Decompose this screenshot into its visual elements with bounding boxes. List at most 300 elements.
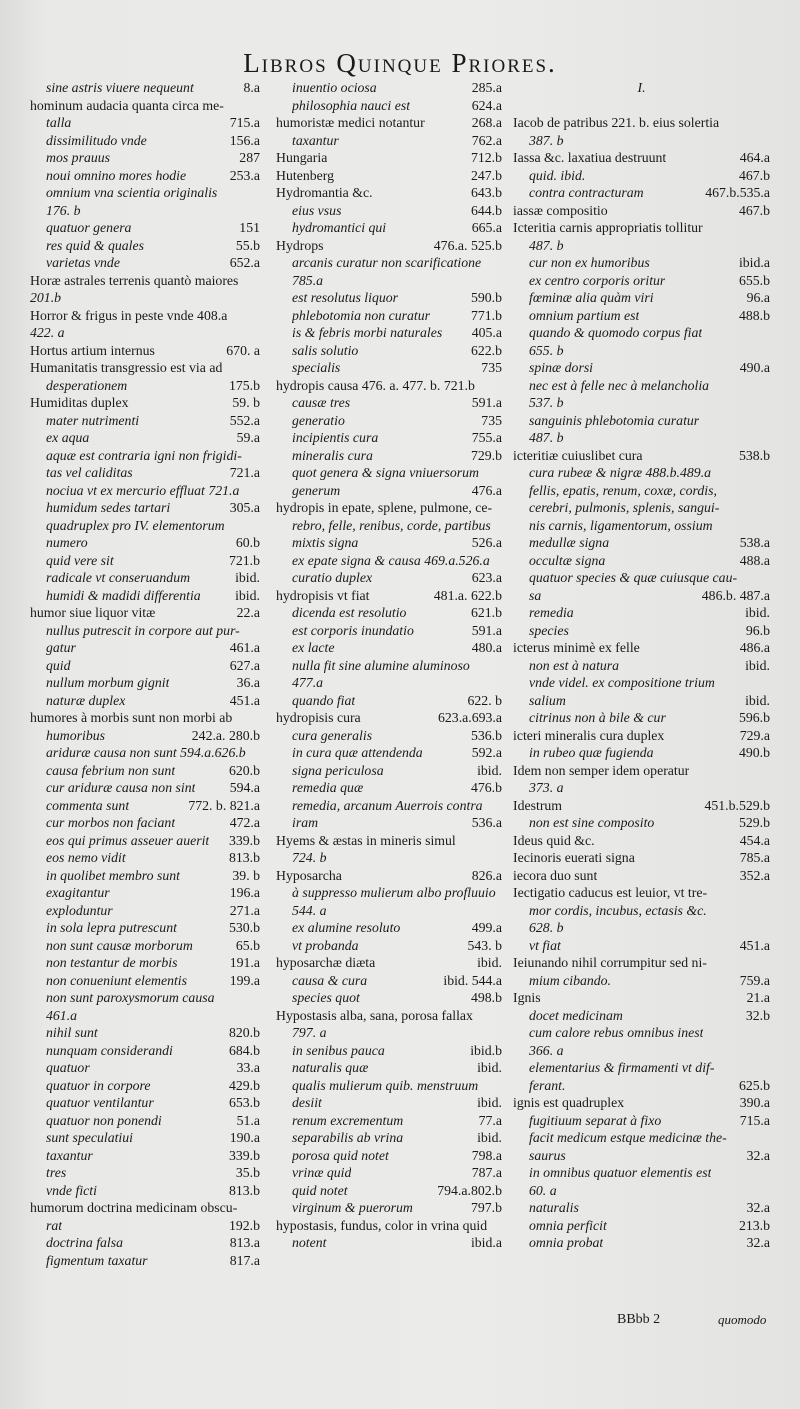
entry-text: quid	[46, 657, 71, 673]
page-reference: 552.a	[229, 412, 260, 428]
index-column-1	[30, 79, 260, 1269]
entry-text: Hungaria	[276, 150, 328, 165]
index-entry	[513, 167, 770, 185]
entry-text: quando & quomodo corpus fiat	[529, 325, 703, 340]
page-reference: ibid.	[235, 587, 260, 603]
index-entry	[513, 359, 770, 377]
page-reference: 591.a	[471, 622, 502, 638]
entry-text: quatuor species & quæ cuiusque cau-	[529, 570, 738, 585]
entry-text: sa	[529, 587, 542, 603]
entry-text: radicale vt conseruandum	[46, 570, 191, 585]
entry-text: 60. a	[529, 1182, 557, 1198]
page-reference: 480.a	[471, 640, 502, 655]
entry-text: facit medicum estque medicinæ the-	[529, 1130, 727, 1145]
entry-text: omnia probat	[529, 1235, 604, 1250]
entry-text: icteritiæ cuiuslibet cura	[513, 447, 643, 463]
page-reference: 530.b	[228, 920, 260, 935]
page-reference: 213.b	[738, 1217, 770, 1233]
index-entry	[30, 149, 260, 167]
entry-text: res quid & quales	[46, 237, 144, 253]
entry-text: humorum doctrina medicinam obscu-	[30, 1200, 238, 1215]
index-entry	[513, 517, 770, 535]
entry-text: 628. b	[529, 920, 564, 935]
entry-text: quatuor ventilantur	[46, 1095, 154, 1110]
index-entry	[513, 814, 770, 832]
index-entry	[30, 744, 260, 762]
index-entry	[30, 972, 260, 990]
entry-text: nis carnis, ligamentorum, ossium	[529, 517, 713, 533]
index-entry	[513, 1094, 770, 1112]
page-reference: 190.a	[229, 1130, 260, 1145]
index-entry	[513, 132, 770, 150]
page-reference: 476.b	[470, 780, 502, 795]
entry-text: nulla fit sine alumine aluminoso	[292, 657, 470, 673]
index-entry	[30, 622, 260, 640]
entry-text: vt fiat	[529, 937, 561, 953]
entry-text: taxantur	[292, 132, 339, 148]
index-entry	[276, 289, 502, 307]
page-reference: 488.a	[739, 552, 770, 568]
index-entry	[30, 482, 260, 500]
entry-text: humidum sedes tartari	[46, 500, 171, 515]
index-entry	[513, 727, 770, 745]
entry-text: 724. b	[292, 850, 327, 865]
index-entry	[276, 1147, 502, 1165]
index-entry	[513, 202, 770, 220]
page-reference: 625.b	[738, 1077, 770, 1093]
index-entry	[276, 412, 502, 430]
entry-text: philosophia nauci est	[292, 97, 411, 113]
entry-text: remedia	[529, 605, 574, 620]
index-entry	[30, 989, 260, 1007]
index-entry	[30, 324, 260, 342]
entry-text: varietas vnde	[46, 255, 120, 270]
entry-text: vrinæ quid	[292, 1165, 352, 1180]
entry-text: in quolibet membro sunt	[46, 867, 181, 883]
index-entry	[30, 254, 260, 272]
index-entry	[30, 447, 260, 465]
page-reference: 670. a	[226, 342, 260, 358]
page-reference: ibid.b	[470, 1042, 502, 1058]
index-entry	[513, 394, 770, 412]
index-entry	[513, 342, 770, 360]
index-entry	[276, 832, 502, 850]
page-reference: 32.a	[746, 1147, 770, 1163]
index-entry	[513, 639, 770, 657]
entry-text: Ieiunando nihil corrumpitur sed ni-	[513, 955, 707, 970]
entry-text: is & febris morbi naturales	[292, 325, 443, 340]
entry-text: Horæ astrales terrenis quantò maiores	[30, 272, 239, 288]
entry-text: hydropisis vt fiat	[276, 587, 370, 603]
page-reference: 526.a	[471, 535, 502, 550]
entry-text: desiit	[292, 1095, 322, 1110]
page-reference: 735	[481, 360, 502, 375]
entry-text: porosa quid notet	[292, 1147, 389, 1163]
index-entry	[30, 132, 260, 150]
index-entry	[30, 779, 260, 797]
entry-text: hydropisis cura	[276, 710, 361, 725]
index-entry	[30, 1252, 260, 1270]
page-reference: 488.b	[738, 307, 770, 323]
entry-text: I.	[637, 80, 646, 95]
entry-text: species quot	[292, 990, 360, 1005]
entry-text: medullæ signa	[529, 535, 610, 550]
entry-text: aquæ est contraria igni non frigidi-	[46, 447, 242, 463]
index-entry	[30, 342, 260, 360]
index-entry	[276, 79, 502, 97]
entry-text: 387. b	[529, 132, 564, 148]
index-entry	[30, 657, 260, 675]
entry-text: Iecinoris euerati signa	[513, 850, 635, 865]
index-entry	[30, 1077, 260, 1095]
entry-text: numero	[46, 535, 88, 550]
page-reference: 339.b	[228, 1147, 260, 1163]
page-reference: 721.a	[229, 465, 260, 480]
entry-text: inuentio ociosa	[292, 80, 377, 95]
page-reference: 684.b	[228, 1042, 260, 1058]
index-entry	[513, 237, 770, 255]
entry-text: tres	[46, 1165, 67, 1180]
index-entry	[276, 569, 502, 587]
index-entry	[513, 499, 770, 517]
page-reference: 771.b	[470, 307, 502, 323]
page-reference: ibid.a	[738, 255, 770, 270]
entry-text: fellis, epatis, renum, coxæ, cordis,	[529, 482, 717, 498]
index-entry	[30, 219, 260, 237]
index-entry	[276, 464, 502, 482]
page-reference: 590.b	[470, 290, 502, 305]
entry-text: desperationem	[46, 377, 128, 393]
page-reference: 820.b	[228, 1025, 260, 1040]
entry-text: iassæ compositio	[513, 202, 608, 218]
page-reference: 536.a	[471, 815, 502, 830]
page-reference: 643.b	[470, 185, 502, 200]
index-entry	[276, 937, 502, 955]
entry-text: sine astris viuere nequeunt	[46, 80, 194, 95]
index-entry	[30, 919, 260, 937]
entry-text: à suppresso mulierum albo profluuio	[292, 885, 496, 900]
entry-text: naturalis quæ	[292, 1060, 369, 1075]
page-reference: 592.a	[471, 745, 502, 760]
entry-text: ex centro corporis oritur	[529, 272, 666, 288]
index-entry	[276, 919, 502, 937]
index-entry	[513, 849, 770, 867]
index-entry	[30, 1094, 260, 1112]
index-entry	[30, 499, 260, 517]
page-reference: ibid.	[477, 762, 502, 778]
page-reference: 623.a.693.a	[438, 710, 502, 725]
index-entry	[30, 604, 260, 622]
page-reference: ibid. 544.a	[443, 972, 502, 988]
entry-text: cum calore rebus omnibus inest	[529, 1025, 704, 1040]
entry-text: nunquam considerandi	[46, 1042, 173, 1058]
entry-text: sunt speculatiui	[46, 1130, 133, 1145]
index-entry	[30, 1042, 260, 1060]
index-entry	[276, 97, 502, 115]
index-entry	[30, 814, 260, 832]
index-entry	[276, 1129, 502, 1147]
page-reference: 65.b	[235, 937, 260, 953]
index-entry	[30, 1007, 260, 1025]
index-entry	[513, 97, 770, 115]
index-entry	[513, 937, 770, 955]
entry-text: non est à natura	[529, 657, 620, 673]
index-entry	[30, 1112, 260, 1130]
entry-text: fœminæ alia quàm viri	[529, 290, 654, 305]
entry-text: cerebri, pulmonis, splenis, sangui-	[529, 500, 720, 515]
index-entry	[513, 1112, 770, 1130]
index-entry	[30, 1199, 260, 1217]
entry-text: notent	[292, 1235, 327, 1250]
entry-text: species	[529, 622, 569, 638]
page-reference: 653.b	[228, 1095, 260, 1110]
index-entry	[276, 709, 502, 727]
index-entry	[276, 377, 502, 395]
page-reference: 476.a	[471, 482, 502, 498]
entry-text: ferant.	[529, 1077, 566, 1093]
entry-text: mater nutrimenti	[46, 412, 140, 428]
page-reference: 32.b	[745, 1007, 770, 1023]
entry-text: remedia quæ	[292, 780, 364, 795]
entry-text: exagitantur	[46, 885, 110, 900]
index-entry	[30, 832, 260, 850]
index-entry	[276, 429, 502, 447]
page-reference: 55.b	[235, 237, 260, 253]
page-reference: 51.a	[236, 1112, 260, 1128]
page-reference: 461.a	[229, 640, 260, 655]
page-reference: 652.a	[229, 255, 260, 270]
entry-text: omnia perficit	[529, 1217, 607, 1233]
index-entry	[30, 884, 260, 902]
entry-text: ex alumine resoluto	[292, 920, 401, 935]
index-entry	[513, 744, 770, 762]
entry-text: icterus minimè ex felle	[513, 640, 640, 655]
index-entry	[276, 499, 502, 517]
index-entry	[30, 639, 260, 657]
page-reference: 405.a	[471, 325, 502, 340]
index-entry	[513, 1147, 770, 1165]
index-entry	[276, 604, 502, 622]
entry-text: quid. ibid.	[529, 167, 586, 183]
entry-text: Hypostasis alba, sana, porosa fallax	[276, 1007, 473, 1023]
entry-text: Iacob de patribus 221. b. eius solertia	[513, 115, 720, 130]
entry-text: causæ tres	[292, 395, 351, 410]
entry-text: spinæ dorsi	[529, 360, 594, 375]
page-reference: 451.a	[739, 937, 770, 953]
index-entry	[30, 167, 260, 185]
page-reference: 486.a	[739, 640, 770, 655]
page-reference: 813.b	[228, 850, 260, 865]
index-entry	[276, 849, 502, 867]
index-entry	[513, 184, 770, 202]
entry-text: non est sine composito	[529, 815, 655, 830]
entry-text: humores à morbis sunt non morbi ab	[30, 710, 233, 725]
entry-text: renum excrementum	[292, 1112, 404, 1128]
index-entry	[513, 1024, 770, 1042]
index-entry	[513, 709, 770, 727]
index-entry	[513, 1129, 770, 1147]
index-entry	[513, 1199, 770, 1217]
entry-text: incipientis cura	[292, 430, 379, 445]
index-entry	[513, 832, 770, 850]
entry-text: cura generalis	[292, 727, 373, 743]
index-entry	[276, 132, 502, 150]
index-entry	[30, 954, 260, 972]
entry-text: naturalis	[529, 1200, 579, 1215]
index-entry	[276, 1007, 502, 1025]
index-entry	[30, 1234, 260, 1252]
page-reference: 33.a	[236, 1060, 260, 1075]
entry-text: Humiditas duplex	[30, 395, 129, 410]
index-entry	[513, 867, 770, 885]
index-entry	[30, 849, 260, 867]
entry-text: rat	[46, 1217, 63, 1233]
index-entry	[30, 587, 260, 605]
entry-text: hydropis causa 476. a. 477. b. 721.b	[276, 377, 475, 393]
page-reference: 196.a	[229, 885, 260, 900]
index-entry	[30, 762, 260, 780]
entry-text: ignis est quadruplex	[513, 1095, 625, 1110]
entry-text: ex aqua	[46, 430, 90, 445]
entry-text: quid vere sit	[46, 552, 114, 568]
page-reference: 623.a	[471, 570, 502, 585]
entry-text: 487. b	[529, 237, 564, 253]
index-entry	[30, 289, 260, 307]
page-reference: 96.b	[745, 622, 770, 638]
entry-text: noui omnino mores hodie	[46, 167, 187, 183]
page-reference: 285.a	[471, 80, 502, 95]
index-entry	[513, 307, 770, 325]
page-reference: 35.b	[235, 1165, 260, 1180]
index-entry	[30, 552, 260, 570]
index-entry	[276, 1024, 502, 1042]
page-reference: 21.a	[746, 990, 770, 1005]
page-reference: ibid.	[477, 955, 502, 970]
page-reference: 762.a	[471, 132, 502, 148]
index-entry	[30, 79, 260, 97]
index-entry	[513, 1164, 770, 1182]
entry-text: Icteritia carnis appropriatis tollitur	[513, 220, 703, 235]
index-entry	[276, 237, 502, 255]
page-reference: 499.a	[471, 920, 502, 935]
index-entry	[276, 202, 502, 220]
index-entry	[276, 989, 502, 1007]
index-entry	[513, 254, 770, 272]
index-entry	[30, 1164, 260, 1182]
entry-text: Hyems & æstas in mineris simul	[276, 832, 456, 848]
entry-text: Hortus artium internus	[30, 342, 155, 358]
index-entry	[30, 237, 260, 255]
entry-text: 461.a	[46, 1007, 78, 1023]
entry-text: gatur	[46, 640, 76, 655]
index-entry	[276, 1234, 502, 1252]
page-reference: 729.a	[739, 727, 770, 743]
entry-text: in rubeo quæ fugienda	[529, 745, 654, 760]
entry-text: salis solutio	[292, 342, 359, 358]
page-reference: 467.b.535.a	[705, 185, 770, 200]
entry-text: saurus	[529, 1147, 566, 1163]
page-reference: 60.b	[235, 535, 260, 550]
entry-text: iecora duo sunt	[513, 867, 598, 883]
entry-text: Hutenberg	[276, 167, 334, 183]
page-reference: 794.a.802.b	[437, 1182, 502, 1198]
index-entry	[513, 219, 770, 237]
page-reference: 813.a	[229, 1235, 260, 1250]
entry-text: quid notet	[292, 1182, 348, 1198]
page-reference: 247.b	[470, 167, 502, 183]
page-reference: 712.b	[470, 150, 502, 165]
index-entry	[513, 1217, 770, 1235]
page-reference: 481.a. 622.b	[433, 587, 502, 603]
page-reference: 797.b	[470, 1200, 502, 1215]
entry-text: 366. a	[529, 1042, 564, 1058]
entry-text: quatuor	[46, 1060, 90, 1075]
entry-text: Ideus quid &c.	[513, 832, 595, 848]
entry-text: doctrina falsa	[46, 1235, 124, 1250]
page-reference: ibid.	[477, 1060, 502, 1075]
entry-text: 537. b	[529, 395, 564, 410]
index-entry	[276, 657, 502, 675]
page-reference: 538.b	[738, 447, 770, 463]
page-reference: 772. b. 821.a	[188, 797, 260, 813]
page-reference: ibid.	[235, 570, 260, 585]
entry-text: vnde ficti	[46, 1182, 97, 1198]
page-reference: ibid.	[745, 692, 770, 708]
entry-text: quadruplex pro IV. elementorum	[46, 517, 225, 533]
entry-text: non testantur de morbis	[46, 955, 178, 970]
index-entry	[513, 657, 770, 675]
entry-text: elementarius & firmamenti vt dif-	[529, 1060, 715, 1075]
index-entry	[276, 359, 502, 377]
page-reference: 622. b	[467, 692, 502, 708]
entry-text: vt probanda	[292, 937, 359, 953]
index-entry	[30, 902, 260, 920]
entry-text: 655. b	[529, 342, 564, 358]
index-entry	[513, 954, 770, 972]
index-entry	[276, 954, 502, 972]
entry-text: icteri mineralis cura duplex	[513, 727, 665, 743]
index-entry	[513, 79, 770, 97]
index-column-3	[513, 79, 770, 1252]
page-reference: 529.b	[738, 815, 770, 830]
page-reference: 715.a	[229, 115, 260, 130]
entry-text: mium cibando.	[529, 972, 612, 988]
entry-text: humidi & madidi differentia	[46, 587, 201, 603]
entry-text: generatio	[292, 412, 345, 428]
entry-text: in sola lepra putrescunt	[46, 920, 177, 935]
entry-text: 373. a	[529, 780, 564, 795]
page-reference: 77.a	[478, 1112, 502, 1128]
index-entry	[276, 1059, 502, 1077]
index-entry	[30, 412, 260, 430]
entry-text: ex epate signa & causa 469.a.526.a	[292, 552, 490, 568]
entry-text: est resolutus liquor	[292, 290, 399, 305]
entry-text: causa & cura	[292, 972, 368, 988]
index-entry	[276, 184, 502, 202]
entry-text: eos qui primus asseuer auerit	[46, 832, 210, 848]
index-entry	[513, 692, 770, 710]
entry-text: Horror & frigus in peste vnde 408.a	[30, 307, 228, 323]
entry-text: quando fiat	[292, 692, 356, 708]
index-entry	[513, 674, 770, 692]
page-reference: 490.b	[738, 745, 770, 760]
page-reference: ibid.a	[470, 1235, 502, 1250]
index-entry	[513, 569, 770, 587]
entry-text: in omnibus quatuor elementis est	[529, 1165, 712, 1180]
index-entry	[30, 97, 260, 115]
entry-text: 785.a	[292, 272, 324, 288]
page-reference: 621.b	[470, 605, 502, 620]
